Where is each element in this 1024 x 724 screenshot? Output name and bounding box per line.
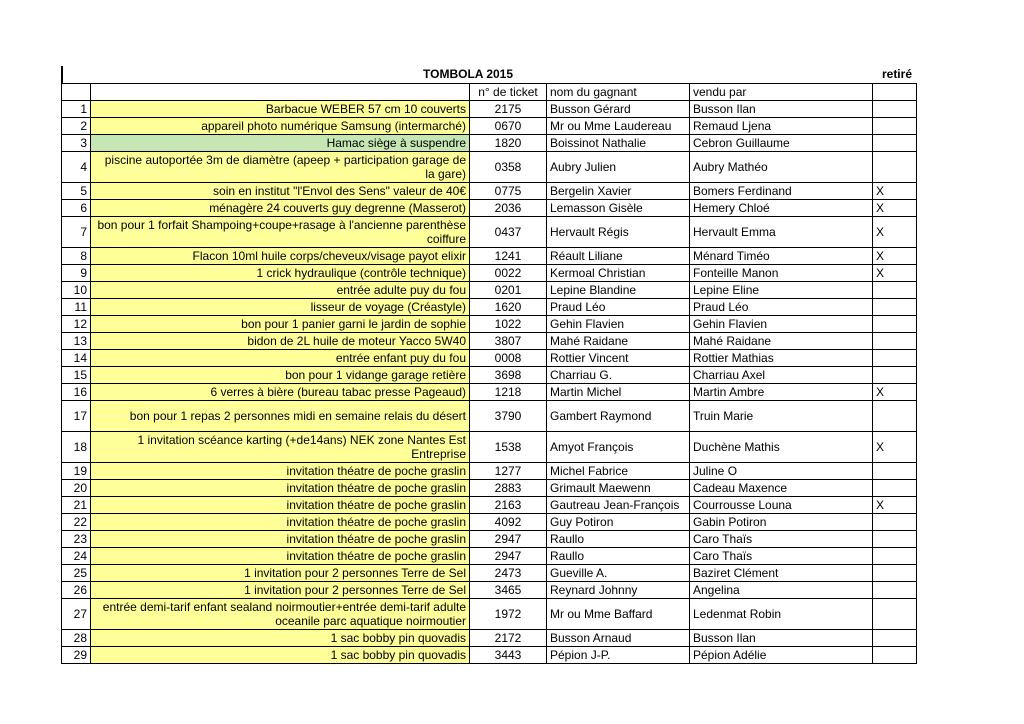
winner-cell[interactable]: Charriau G. bbox=[547, 367, 690, 384]
seller-cell[interactable]: Cadeau Maxence bbox=[690, 480, 873, 497]
winner-cell[interactable]: Busson Arnaud bbox=[547, 630, 690, 647]
seller-cell[interactable]: Baziret Clément bbox=[690, 565, 873, 582]
seller-cell[interactable]: Ménard Timéo bbox=[690, 248, 873, 265]
retire-cell[interactable] bbox=[873, 401, 917, 432]
row-number[interactable]: 13 bbox=[62, 333, 91, 350]
row-number[interactable]: 9 bbox=[62, 265, 91, 282]
retire-cell[interactable] bbox=[873, 531, 917, 548]
prize-cell[interactable]: 1 sac bobby pin quovadis bbox=[91, 630, 470, 647]
winner-cell[interactable]: Lepine Blandine bbox=[547, 282, 690, 299]
prize-cell[interactable]: 1 invitation pour 2 personnes Terre de Sel bbox=[91, 582, 470, 599]
seller-cell[interactable]: Mahé Raidane bbox=[690, 333, 873, 350]
row-number[interactable]: 15 bbox=[62, 367, 91, 384]
winner-cell[interactable]: Martin Michel bbox=[547, 384, 690, 401]
winner-cell[interactable]: Gueville A. bbox=[547, 565, 690, 582]
table-row bbox=[62, 531, 917, 548]
row-number[interactable]: 22 bbox=[62, 514, 91, 531]
table-row bbox=[62, 565, 917, 582]
seller-cell[interactable]: Fonteille Manon bbox=[690, 265, 873, 282]
table-row bbox=[62, 548, 917, 565]
winner-cell[interactable]: Gambert Raymond bbox=[547, 401, 690, 432]
seller-cell[interactable]: Gehin Flavien bbox=[690, 316, 873, 333]
seller-cell[interactable]: Hemery Chloé bbox=[690, 200, 873, 217]
ticket-cell[interactable]: 0437 bbox=[470, 217, 547, 248]
ticket-cell[interactable]: 2947 bbox=[470, 531, 547, 548]
winner-cell[interactable]: Raullo bbox=[547, 548, 690, 565]
seller-cell[interactable]: Busson Ilan bbox=[690, 101, 873, 118]
prize-cell[interactable]: invitation théatre de poche graslin bbox=[91, 463, 470, 480]
table-row bbox=[62, 299, 917, 316]
retire-cell[interactable] bbox=[873, 316, 917, 333]
row-number[interactable]: 23 bbox=[62, 531, 91, 548]
prize-cell[interactable]: invitation théatre de poche graslin bbox=[91, 531, 470, 548]
ticket-cell[interactable]: 3465 bbox=[470, 582, 547, 599]
row-number[interactable]: 5 bbox=[62, 183, 91, 200]
seller-cell[interactable]: Aubry Mathéo bbox=[690, 152, 873, 183]
ticket-cell[interactable]: 2175 bbox=[470, 101, 547, 118]
table-row bbox=[62, 183, 917, 200]
ticket-cell[interactable]: 2036 bbox=[470, 200, 547, 217]
prize-cell[interactable]: 1 sac bobby pin quovadis bbox=[91, 647, 470, 664]
header-cell-empty[interactable] bbox=[91, 84, 470, 101]
table-row bbox=[62, 350, 917, 367]
row-number[interactable]: 17 bbox=[62, 401, 91, 432]
header-vendeur[interactable]: vendu par bbox=[690, 84, 873, 101]
row-number[interactable]: 3 bbox=[62, 135, 91, 152]
prize-cell[interactable]: 1 invitation pour 2 personnes Terre de Sel bbox=[91, 565, 470, 582]
retire-cell[interactable] bbox=[873, 548, 917, 565]
winner-cell[interactable]: Mr ou Mme Laudereau bbox=[547, 118, 690, 135]
header-cell-empty[interactable] bbox=[873, 84, 917, 101]
retire-cell[interactable] bbox=[873, 565, 917, 582]
seller-cell[interactable]: Juline O bbox=[690, 463, 873, 480]
prize-cell[interactable]: soin en institut "l'Envol des Sens" valeur de 40€ bbox=[91, 183, 470, 200]
seller-cell[interactable]: Lepine Eline bbox=[690, 282, 873, 299]
ticket-cell[interactable]: 2163 bbox=[470, 497, 547, 514]
table-row bbox=[62, 316, 917, 333]
winner-cell[interactable]: Boissinot Nathalie bbox=[547, 135, 690, 152]
prize-cell[interactable]: invitation théatre de poche graslin bbox=[91, 480, 470, 497]
ticket-cell[interactable]: 1538 bbox=[470, 432, 547, 463]
seller-cell[interactable]: Courrousse Louna bbox=[690, 497, 873, 514]
ticket-cell[interactable]: 3443 bbox=[470, 647, 547, 664]
retire-cell[interactable] bbox=[873, 282, 917, 299]
seller-cell[interactable]: Caro Thaïs bbox=[690, 531, 873, 548]
winner-cell[interactable]: Mahé Raidane bbox=[547, 333, 690, 350]
row-number[interactable]: 16 bbox=[62, 384, 91, 401]
row-number[interactable]: 14 bbox=[62, 350, 91, 367]
retire-cell[interactable]: X bbox=[873, 265, 917, 282]
prize-cell[interactable]: Flacon 10ml huile corps/cheveux/visage payot elixir bbox=[91, 248, 470, 265]
retire-cell[interactable] bbox=[873, 582, 917, 599]
retire-cell[interactable]: X bbox=[873, 248, 917, 265]
seller-cell[interactable]: Rottier Mathias bbox=[690, 350, 873, 367]
winner-cell[interactable]: Réault Liliane bbox=[547, 248, 690, 265]
ticket-cell[interactable]: 1972 bbox=[470, 599, 547, 630]
prize-cell[interactable]: 1 crick hydraulique (contrôle technique) bbox=[91, 265, 470, 282]
row-number[interactable]: 12 bbox=[62, 316, 91, 333]
retire-cell[interactable] bbox=[873, 299, 917, 316]
row-number[interactable]: 10 bbox=[62, 282, 91, 299]
table-row bbox=[62, 265, 917, 282]
row-number[interactable]: 25 bbox=[62, 565, 91, 582]
ticket-cell[interactable]: 2883 bbox=[470, 480, 547, 497]
prize-cell[interactable]: 1 invitation scéance karting (+de14ans) NEK zone Nantes Est Entreprise bbox=[91, 432, 470, 463]
ticket-cell[interactable]: 1277 bbox=[470, 463, 547, 480]
header-row bbox=[62, 84, 917, 101]
winner-cell[interactable]: Gautreau Jean-François bbox=[547, 497, 690, 514]
table-row bbox=[62, 401, 917, 432]
prize-cell[interactable]: bidon de 2L huile de moteur Yacco 5W40 bbox=[91, 333, 470, 350]
winner-cell[interactable]: Pépion J-P. bbox=[547, 647, 690, 664]
table-row bbox=[62, 200, 917, 217]
header-ticket[interactable]: n° de ticket bbox=[470, 84, 547, 101]
retire-cell[interactable] bbox=[873, 647, 917, 664]
retire-cell[interactable] bbox=[873, 480, 917, 497]
row-number[interactable]: 11 bbox=[62, 299, 91, 316]
table-row bbox=[62, 282, 917, 299]
retire-cell[interactable]: X bbox=[873, 497, 917, 514]
winner-cell[interactable]: Amyot François bbox=[547, 432, 690, 463]
ticket-cell[interactable]: 0775 bbox=[470, 183, 547, 200]
retire-cell[interactable]: X bbox=[873, 217, 917, 248]
seller-cell[interactable]: Duchène Mathis bbox=[690, 432, 873, 463]
table-row bbox=[62, 630, 917, 647]
seller-cell[interactable]: Remaud Ljena bbox=[690, 118, 873, 135]
row-number[interactable]: 4 bbox=[62, 152, 91, 183]
prize-cell[interactable]: invitation théatre de poche graslin bbox=[91, 514, 470, 531]
seller-cell[interactable]: Busson Ilan bbox=[690, 630, 873, 647]
retire-cell[interactable] bbox=[873, 152, 917, 183]
retire-cell[interactable] bbox=[873, 101, 917, 118]
row-number[interactable]: 28 bbox=[62, 630, 91, 647]
tombola-table bbox=[61, 83, 917, 664]
title-row bbox=[61, 66, 916, 83]
table-row bbox=[62, 599, 917, 630]
winner-cell[interactable]: Guy Potiron bbox=[547, 514, 690, 531]
table-row bbox=[62, 135, 917, 152]
row-number[interactable]: 8 bbox=[62, 248, 91, 265]
table-row bbox=[62, 463, 917, 480]
seller-cell[interactable]: Bomers Ferdinand bbox=[690, 183, 873, 200]
table-row bbox=[62, 367, 917, 384]
table-row bbox=[62, 582, 917, 599]
retire-column-header: retiré bbox=[881, 67, 912, 81]
seller-cell[interactable]: Praud Léo bbox=[690, 299, 873, 316]
row-number[interactable]: 7 bbox=[62, 217, 91, 248]
winner-cell[interactable]: Praud Léo bbox=[547, 299, 690, 316]
winner-cell[interactable]: Lemasson Gisèle bbox=[547, 200, 690, 217]
winner-cell[interactable]: Kermoal Christian bbox=[547, 265, 690, 282]
retire-cell[interactable] bbox=[873, 599, 917, 630]
retire-cell[interactable]: X bbox=[873, 183, 917, 200]
prize-cell[interactable]: entrée demi-tarif enfant sealand noirmoutier+entrée demi-tarif adulte oceanile parc aquatique noirmoutier bbox=[91, 599, 470, 630]
prize-cell[interactable]: ménagère 24 couverts guy degrenne (Masserot) bbox=[91, 200, 470, 217]
retire-cell[interactable] bbox=[873, 630, 917, 647]
table-row bbox=[62, 118, 917, 135]
row-number[interactable]: 21 bbox=[62, 497, 91, 514]
ticket-cell[interactable]: 1022 bbox=[470, 316, 547, 333]
seller-cell[interactable]: Hervault Emma bbox=[690, 217, 873, 248]
prize-cell[interactable]: entrée adulte puy du fou bbox=[91, 282, 470, 299]
retire-cell[interactable] bbox=[873, 333, 917, 350]
prize-cell[interactable]: appareil photo numérique Samsung (intermarché) bbox=[91, 118, 470, 135]
ticket-cell[interactable]: 0201 bbox=[470, 282, 547, 299]
retire-cell[interactable] bbox=[873, 135, 917, 152]
prize-cell[interactable]: invitation théatre de poche graslin bbox=[91, 497, 470, 514]
seller-cell[interactable]: Charriau Axel bbox=[690, 367, 873, 384]
prize-cell[interactable]: bon pour 1 repas 2 personnes midi en semaine relais du désert bbox=[91, 401, 470, 432]
table-row bbox=[62, 480, 917, 497]
prize-cell[interactable]: Barbacue WEBER 57 cm 10 couverts bbox=[91, 101, 470, 118]
ticket-cell[interactable]: 3807 bbox=[470, 333, 547, 350]
row-number[interactable]: 2 bbox=[62, 118, 91, 135]
winner-cell[interactable]: Grimault Maewenn bbox=[547, 480, 690, 497]
seller-cell[interactable]: Ledenmat Robin bbox=[690, 599, 873, 630]
retire-cell[interactable] bbox=[873, 350, 917, 367]
ticket-cell[interactable]: 3790 bbox=[470, 401, 547, 432]
table-row bbox=[62, 497, 917, 514]
table-row bbox=[62, 432, 917, 463]
ticket-cell[interactable]: 3698 bbox=[470, 367, 547, 384]
prize-cell[interactable]: invitation théatre de poche graslin bbox=[91, 548, 470, 565]
winner-cell[interactable]: Reynard Johnny bbox=[547, 582, 690, 599]
retire-cell[interactable]: X bbox=[873, 432, 917, 463]
prize-cell[interactable]: bon pour 1 vidange garage retière bbox=[91, 367, 470, 384]
prize-cell[interactable]: 6 verres à bière (bureau tabac presse Pageaud) bbox=[91, 384, 470, 401]
retire-cell[interactable] bbox=[873, 367, 917, 384]
ticket-cell[interactable]: 0008 bbox=[470, 350, 547, 367]
prize-cell[interactable]: lisseur de voyage (Créastyle) bbox=[91, 299, 470, 316]
header-cell-empty[interactable] bbox=[62, 84, 91, 101]
seller-cell[interactable]: Martin Ambre bbox=[690, 384, 873, 401]
prize-cell[interactable]: Hamac siège à suspendre bbox=[91, 135, 470, 152]
seller-cell[interactable]: Angelina bbox=[690, 582, 873, 599]
ticket-cell[interactable]: 2473 bbox=[470, 565, 547, 582]
prize-cell[interactable]: bon pour 1 forfait Shampoing+coupe+rasage à l'ancienne parenthèse coiffure bbox=[91, 217, 470, 248]
header-gagnant[interactable]: nom du gagnant bbox=[547, 84, 690, 101]
seller-cell[interactable]: Truin Marie bbox=[690, 401, 873, 432]
table-row bbox=[62, 384, 917, 401]
seller-cell[interactable]: Caro Thaïs bbox=[690, 548, 873, 565]
row-number[interactable]: 27 bbox=[62, 599, 91, 630]
row-number[interactable]: 19 bbox=[62, 463, 91, 480]
table-row bbox=[62, 101, 917, 118]
ticket-cell[interactable]: 2172 bbox=[470, 630, 547, 647]
row-number[interactable]: 26 bbox=[62, 582, 91, 599]
row-number[interactable]: 20 bbox=[62, 480, 91, 497]
table-row bbox=[62, 217, 917, 248]
seller-cell[interactable]: Gabin Potiron bbox=[690, 514, 873, 531]
seller-cell[interactable]: Cebron Guillaume bbox=[690, 135, 873, 152]
retire-cell[interactable] bbox=[873, 118, 917, 135]
sheet-title: TOMBOLA 2015 bbox=[423, 67, 514, 81]
ticket-cell[interactable]: 1241 bbox=[470, 248, 547, 265]
row-number[interactable]: 6 bbox=[62, 200, 91, 217]
winner-cell[interactable]: Hervault Régis bbox=[547, 217, 690, 248]
winner-cell[interactable]: Busson Gérard bbox=[547, 101, 690, 118]
winner-cell[interactable]: Rottier Vincent bbox=[547, 350, 690, 367]
ticket-cell[interactable]: 1218 bbox=[470, 384, 547, 401]
winner-cell[interactable]: Raullo bbox=[547, 531, 690, 548]
ticket-cell[interactable]: 0358 bbox=[470, 152, 547, 183]
retire-cell[interactable] bbox=[873, 514, 917, 531]
ticket-cell[interactable]: 2947 bbox=[470, 548, 547, 565]
ticket-cell[interactable]: 0022 bbox=[470, 265, 547, 282]
prize-cell[interactable]: bon pour 1 panier garni le jardin de sophie bbox=[91, 316, 470, 333]
table-row bbox=[62, 248, 917, 265]
prize-cell[interactable]: entrée enfant puy du fou bbox=[91, 350, 470, 367]
table-row bbox=[62, 647, 917, 664]
winner-cell[interactable]: Michel Fabrice bbox=[547, 463, 690, 480]
row-number[interactable]: 24 bbox=[62, 548, 91, 565]
winner-cell[interactable]: Gehin Flavien bbox=[547, 316, 690, 333]
ticket-cell[interactable]: 4092 bbox=[470, 514, 547, 531]
ticket-cell[interactable]: 1820 bbox=[470, 135, 547, 152]
ticket-cell[interactable]: 1620 bbox=[470, 299, 547, 316]
table-row bbox=[62, 152, 917, 183]
retire-cell[interactable]: X bbox=[873, 200, 917, 217]
retire-cell[interactable] bbox=[873, 463, 917, 480]
table-row bbox=[62, 514, 917, 531]
table-row bbox=[62, 333, 917, 350]
seller-cell[interactable]: Pépion Adélie bbox=[690, 647, 873, 664]
winner-cell[interactable]: Bergelin Xavier bbox=[547, 183, 690, 200]
winner-cell[interactable]: Aubry Julien bbox=[547, 152, 690, 183]
winner-cell[interactable]: Mr ou Mme Baffard bbox=[547, 599, 690, 630]
row-number[interactable]: 18 bbox=[62, 432, 91, 463]
ticket-cell[interactable]: 0670 bbox=[470, 118, 547, 135]
prize-cell[interactable]: piscine autoportée 3m de diamètre (apeep + participation garage de la gare) bbox=[91, 152, 470, 183]
row-number[interactable]: 1 bbox=[62, 101, 91, 118]
row-number[interactable]: 29 bbox=[62, 647, 91, 664]
retire-cell[interactable]: X bbox=[873, 384, 917, 401]
spreadsheet bbox=[61, 66, 916, 664]
